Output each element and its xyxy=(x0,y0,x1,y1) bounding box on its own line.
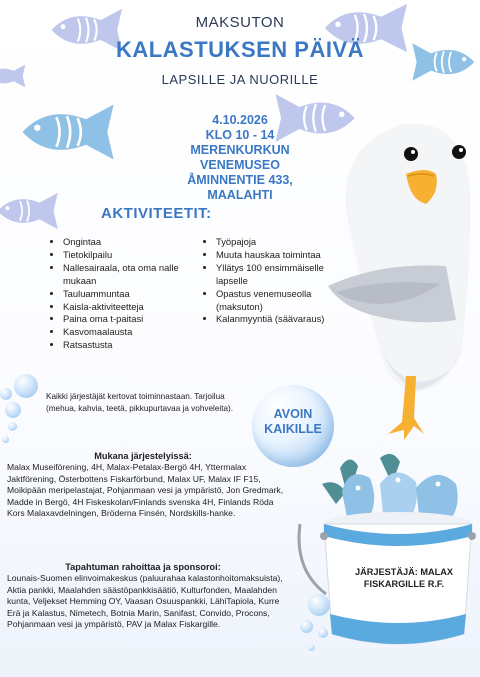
activities-list-2 xyxy=(204,236,341,326)
event-time: KLO 10 - 14 xyxy=(205,128,275,142)
list-item: • Muuta hauskaa toimintaa xyxy=(216,249,341,262)
info-note: Kaikki järjestäjät kertovat toiminnastaan. Tarjoilua (mehua, kahvia, teetä, pikkupurtavaa ja vohveleita). xyxy=(46,392,234,413)
venue-address: ÅMINNENTIE 433, xyxy=(187,173,293,187)
list-item: • Paina oma t-paitasi xyxy=(63,313,198,326)
venue-city: MAALAHTI xyxy=(207,188,273,202)
bubble-icon xyxy=(8,422,17,431)
list-item: • Tietokilpailu xyxy=(63,249,198,262)
page-title: KALASTUKSEN PÄIVÄ xyxy=(115,37,365,62)
list-item: • Työpajoja xyxy=(216,236,341,249)
event-date: 4.10.2026 xyxy=(212,113,268,127)
sponsors-title: Tapahtuman rahoittaa ja sponsoroi: xyxy=(65,562,221,572)
host-line-2: FISKARGILLE R.F. xyxy=(363,579,445,589)
bubble-icon xyxy=(308,594,330,616)
activities-title: AKTIVITEETIT: xyxy=(101,205,212,222)
fish-icon xyxy=(0,186,62,236)
seagull-illustration xyxy=(322,100,480,450)
subtitle: LAPSILLE JA NUORILLE xyxy=(161,72,319,87)
fish-icon xyxy=(14,98,120,166)
bubble-icon xyxy=(14,374,38,398)
badge-line-2: KAIKILLE xyxy=(264,422,322,436)
list-item: • Ratsastusta xyxy=(63,339,198,352)
bubble-icon xyxy=(318,628,328,638)
list-item: • Kalanmyyntiä (säävaraus) xyxy=(216,313,341,326)
host-label xyxy=(338,566,470,590)
list-item: • Ongintaa xyxy=(63,236,198,249)
bubble-icon xyxy=(308,644,315,651)
pretitle: MAKSUTON xyxy=(195,14,285,31)
list-item: • Kaisla-aktiviteetteja xyxy=(63,301,198,314)
venue-line-1: MERENKURKUN xyxy=(190,143,290,157)
badge-line-1: AVOIN xyxy=(273,407,313,421)
sponsors-text: Lounais-Suomen elinvoimakeskus (paluurahaa kalastonhoitomaksuista), Aktia pankki, Maalahden säästöpankkisäätiö, Kulturfonden, Maalahden kunta, Veljekset Hemming OY, Vaasan Osuuspankki, LähiTapiola, Kurre Erä ja Kalastus, Nimetech, Botnia Marin, Sanifast, Convido, Procons, Pohjanmaan vesi ja ympäristö, PAV ja Malax Fiskargille. xyxy=(7,573,283,630)
activities-list-1 xyxy=(51,236,198,352)
bubble-icon xyxy=(2,436,9,443)
list-item: • Tauluammuntaa xyxy=(63,288,198,301)
host-line-1: JÄRJESTÄJÄ: MALAX xyxy=(354,567,453,577)
bubble-icon xyxy=(300,620,313,633)
list-item: • Opastus venemuseolla (maksuton) xyxy=(216,288,341,314)
list-item: • Kasvomaalausta xyxy=(63,326,198,339)
bubble-icon xyxy=(0,388,12,400)
venue-line-2: VENEMUSEO xyxy=(200,158,280,172)
bubble-icon xyxy=(5,402,21,418)
list-item: • Yllätys 100 ensimmäiselle lapselle xyxy=(216,262,341,288)
list-item: • Nallesairaala, ota oma nalle mukaan xyxy=(63,262,198,288)
event-details xyxy=(140,113,340,203)
organizers-text: Malax Museiförening, 4H, Malax-Petalax-Bergö 4H, Yttermalax Jaktförening, Österbottens Fiskarförbund, Malax UF, Malax IF F15, Moikipään meripelastajat, Pohjanmaan vesi ja ympäristö, Jon Gredmark, Madde in Bergö, 4H Fiskeskolan/Finlands svenska 4H, Finlands Röda Kors Malaxavdelningen, Bröderna Finsén, Nordskills-hanke. xyxy=(7,462,284,519)
organizers-title: Mukana järjestelyissä: xyxy=(94,451,192,461)
